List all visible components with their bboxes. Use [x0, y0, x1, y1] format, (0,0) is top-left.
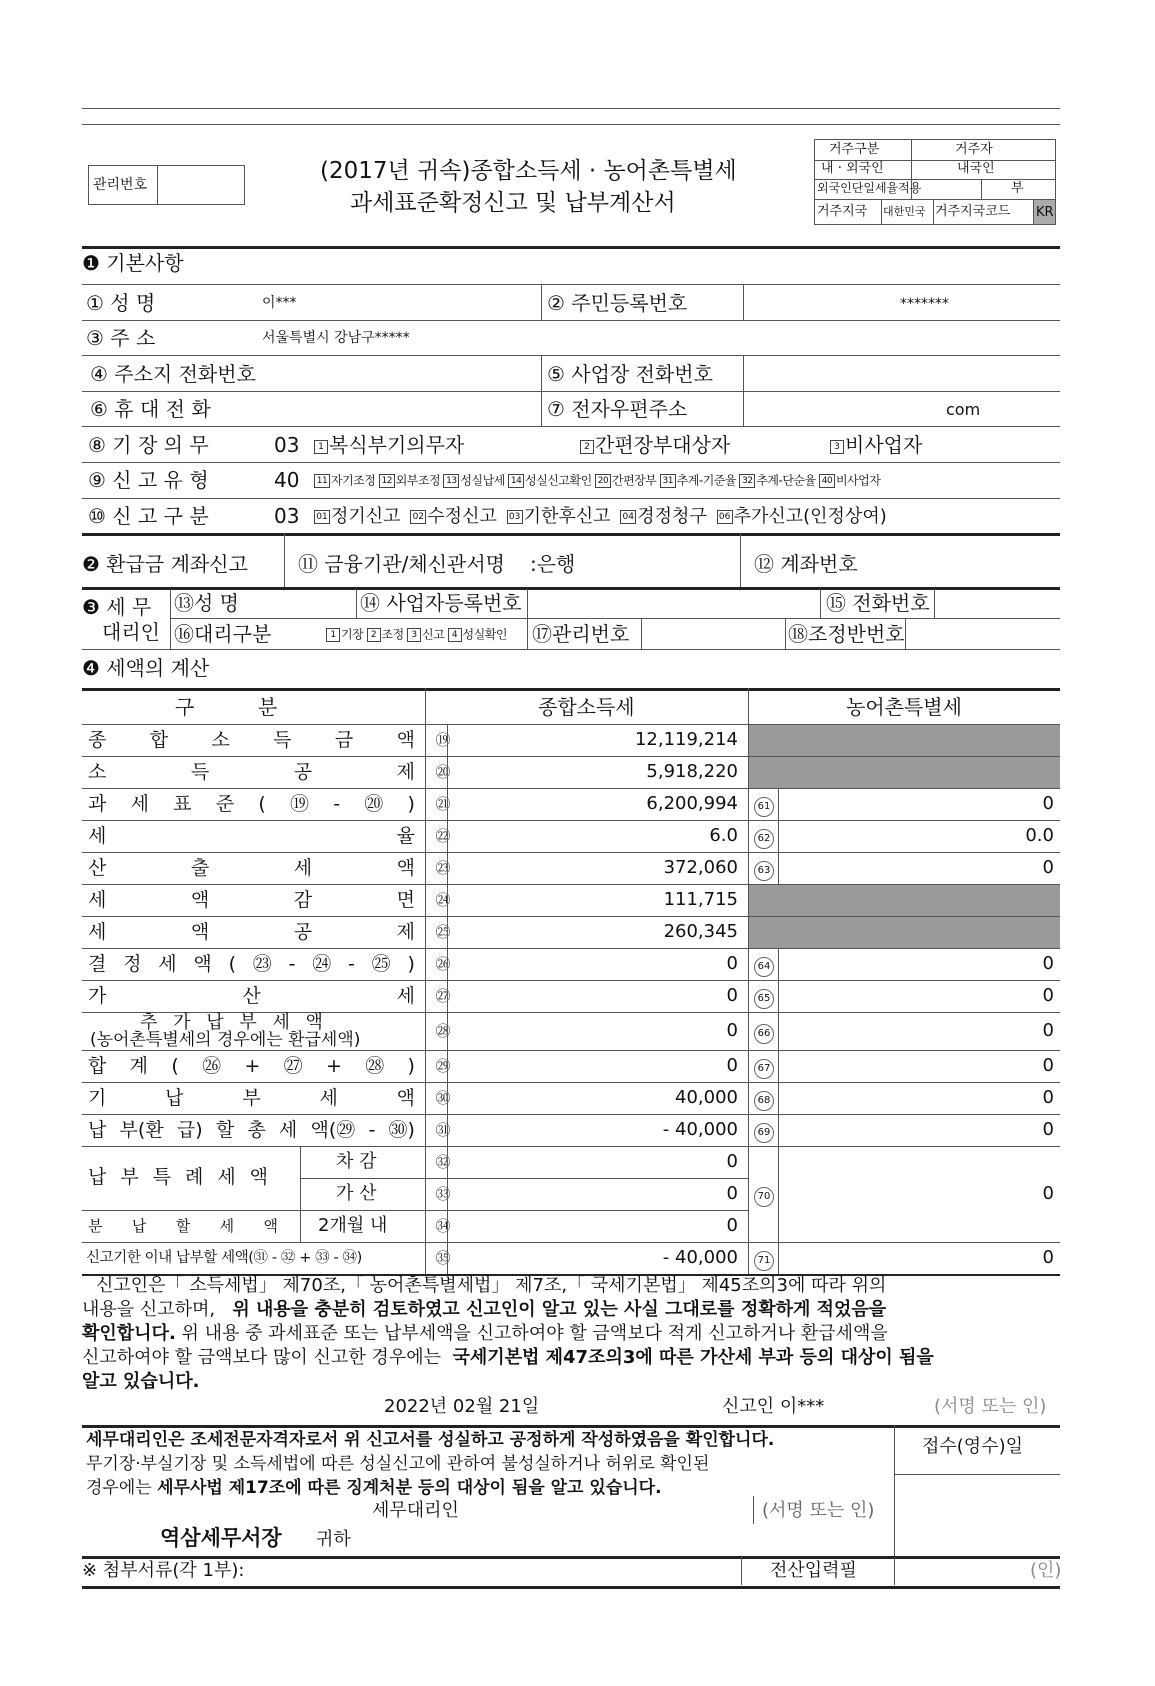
shaded-cell — [748, 725, 1060, 756]
income-tax-value: 372,060 — [663, 857, 738, 878]
top-rule-2 — [82, 124, 1060, 125]
rrn-label: ② 주민등록번호 — [547, 291, 688, 315]
row-label: 종 합 소 득 금 액 — [88, 729, 415, 751]
agent-type-label: ⑯대리구분 — [174, 622, 272, 646]
bookkeeping-code: 03 — [274, 433, 300, 457]
rural-tax-value: 0 — [1042, 1183, 1054, 1204]
income-tax-value: 0 — [726, 985, 738, 1006]
row-label: 세 액 감 면 — [88, 889, 415, 911]
row-number: ㉛ — [435, 1120, 451, 1139]
row-label: 결 정 세 액 ( ㉓ - ㉔ - ㉕ ) — [88, 953, 415, 975]
decl-filer-sign: (서명 또는 인) — [934, 1396, 1047, 1417]
nationality-value: 내국인 — [957, 161, 995, 176]
residence-table — [814, 139, 1056, 225]
agent-bizno-label: ⑭ 사업자등록번호 — [360, 591, 522, 615]
filing-type-label: ⑨ 신 고 유 형 — [88, 468, 209, 492]
agent-decl-line2: 무기장·부실기장 및 소득세법에 따른 성실신고에 관하여 불성실하거나 허위로 확인된 — [86, 1454, 710, 1474]
honorific: 귀하 — [316, 1529, 351, 1550]
filing-type-options: 11 자기조정 12 외부조정 13 성실납세 14 성실신고확인 20 간편장부 31 추계-기준율 32 추계-단순율 40 비사업자 — [314, 474, 880, 488]
bank-value: :은행 — [530, 552, 576, 576]
rural-row-number: 71 — [754, 1251, 774, 1271]
home-phone-label: ④ 주소지 전화번호 — [90, 362, 256, 386]
bookkeeping-label: ⑧ 기 장 의 무 — [88, 433, 209, 457]
flat-rate-value: 부 — [1011, 181, 1024, 196]
row-label: 합 계 ( ㉖ + ㉗ + ㉘ ) — [88, 1055, 415, 1077]
agent-phone-label: ⑮ 전화번호 — [826, 591, 930, 615]
agent-sign: (서명 또는 인) — [762, 1500, 875, 1521]
decl-line4: 신고하여야 할 금액보다 많이 신고한 경우에는 국세기본법 제47조의3에 따른 가산세 부과 등의 대상이 됨을 — [82, 1347, 934, 1368]
income-tax-value: 260,345 — [663, 921, 738, 942]
name-label: ① 성 명 — [86, 291, 156, 315]
row-label: 기 납 부 세 액 — [88, 1087, 415, 1109]
decl-line1: 신고인은「 소득세법」 제70조,「 농어촌특별세법」 제7조,「 국세기본법」 제45조의3에 따라 위의 — [96, 1275, 887, 1296]
rural-tax-value: 0 — [1042, 1119, 1054, 1140]
decl-line3: 확인합니다. 위 내용 중 과세표준 또는 납부세액을 신고하여야 할 금액보다 적게 신고하거나 환급세액을 — [82, 1323, 888, 1344]
filing-div-code: 03 — [274, 504, 300, 528]
country-value: 대한민국 — [883, 205, 926, 218]
agent-decl-line3: 경우에는 세무사법 제17조에 따른 징계처분 등의 대상이 됨을 알고 있습니다. — [86, 1478, 662, 1498]
filing-type-code: 40 — [274, 468, 300, 492]
row-number: ㉝ — [435, 1185, 451, 1203]
seal-mark: (인) — [1030, 1560, 1062, 1581]
installment-period: 2개월 내 — [318, 1215, 388, 1236]
section2-title: ❷ 환급금 계좌신고 — [82, 552, 248, 576]
col-header-income: 종합소득세 — [538, 695, 635, 719]
row-number: ㉞ — [435, 1217, 451, 1235]
row-number: ㉘ — [435, 1021, 451, 1040]
due-value: - 40,000 — [662, 1247, 738, 1268]
rural-tax-value: 0 — [1042, 1087, 1054, 1108]
row-label: 추 가 납 부 세 액 — [140, 1012, 328, 1033]
agent-adj-label: ⑱조정반번호 — [788, 622, 905, 646]
agent-type-options: 1 기장 2 조정 3 신고 4 성실확인 — [326, 628, 507, 642]
row-number: ㉖ — [435, 954, 451, 973]
row-number: ㉔ — [435, 890, 451, 909]
mgmt-number-box — [88, 165, 245, 205]
receipt-date-label: 접수(영수)일 — [922, 1436, 1023, 1457]
row-label: 소 득 공 제 — [88, 761, 415, 783]
bank-label: ⑪ 금융기관/체신관서명 — [298, 552, 505, 576]
income-tax-value: 40,000 — [675, 1087, 738, 1108]
shaded-cell — [748, 757, 1060, 788]
row-label: 세 율 — [88, 825, 415, 847]
rural-row-number: 61 — [754, 797, 774, 817]
special-tax-label: 납 부 특 례 세 액 — [88, 1166, 268, 1188]
row-number: ㉑ — [435, 794, 451, 813]
form-title-line1: (2017년 귀속)종합소득세 · 농어촌특별세 — [320, 158, 737, 184]
top-rule-1 — [82, 108, 1060, 109]
row-number: ㉚ — [435, 1088, 451, 1107]
row-number: ㉓ — [435, 858, 451, 877]
rrn-value: ******* — [900, 296, 949, 312]
flat-rate-label: 외국인단일세율적용 — [817, 181, 922, 195]
rural-row-number: 70 — [754, 1187, 774, 1207]
biz-phone-label: ⑤ 사업장 전화번호 — [547, 362, 713, 386]
income-tax-value: - 40,000 — [662, 1119, 738, 1140]
country-code-label: 거주지국코드 — [935, 204, 1011, 219]
rural-row-number: 65 — [754, 989, 774, 1009]
rural-tax-value: 0 — [1042, 857, 1054, 878]
rural-tax-value: 0 — [1042, 1055, 1054, 1076]
name-value: 이*** — [262, 295, 297, 311]
installment-label: 분 납 할 세 액 — [88, 1217, 278, 1235]
income-tax-value: 6.0 — [709, 825, 738, 846]
mobile-label: ⑥ 휴 대 전 화 — [90, 397, 211, 421]
row-number: ㉕ — [435, 922, 451, 941]
country-label: 거주지국 — [817, 204, 868, 219]
col-header-div: 구 분 — [175, 695, 278, 719]
income-tax-value: 6,200,994 — [646, 793, 738, 814]
deduct-value: 0 — [726, 1151, 738, 1172]
row-number: ⑳ — [435, 762, 451, 781]
rural-row-number: 62 — [754, 829, 774, 849]
data-entry-label: 전산입력필 — [770, 1560, 857, 1581]
section3-title-line2: 대리인 — [102, 620, 160, 644]
filing-div-label: ⑩ 신 고 구 분 — [88, 504, 209, 528]
add-label: 가 산 — [336, 1183, 377, 1204]
installment-value: 0 — [726, 1215, 738, 1236]
address-label: ③ 주 소 — [86, 326, 156, 350]
income-tax-value: 0 — [726, 1020, 738, 1041]
rural-tax-value: 0.0 — [1025, 825, 1054, 846]
deduct-label: 차 감 — [336, 1151, 377, 1172]
rural-row-number: 67 — [754, 1059, 774, 1079]
rural-row-number: 68 — [754, 1091, 774, 1111]
account-label: ⑫ 계좌번호 — [754, 552, 858, 576]
address-value: 서울특별시 강남구***** — [262, 330, 410, 346]
bookkeeping-opt-1: 1 복식부기의무자 — [314, 435, 464, 455]
rural-row-number: 64 — [754, 957, 774, 977]
shaded-cell — [748, 885, 1060, 916]
nationality-label: 내 · 외국인 — [821, 161, 884, 176]
income-tax-value: 5,918,220 — [646, 761, 738, 782]
agent-mgmt-label: ⑰관리번호 — [532, 622, 630, 646]
row-number: ㉟ — [435, 1249, 451, 1267]
row-label: 세 액 공 제 — [88, 921, 415, 943]
tax-office: 역삼세무서장 — [160, 1526, 282, 1550]
decl-date: 2022년 02월 21일 — [384, 1396, 540, 1417]
email-value: com — [946, 400, 981, 419]
row-label-sub: (농어촌특별세의 경우에는 환급세액) — [90, 1030, 361, 1050]
email-label: ⑦ 전자우편주소 — [547, 397, 688, 421]
section1-top-rule — [82, 246, 1060, 249]
form-title-line2: 과세표준확정신고 및 납부계산서 — [350, 190, 676, 216]
shaded-cell — [748, 917, 1060, 948]
section1-title: ❶ 기본사항 — [82, 251, 184, 275]
row-number: ㉙ — [435, 1056, 451, 1075]
bookkeeping-opt-2: 2 간편장부대상자 — [580, 435, 730, 455]
rural-row-number: 66 — [754, 1024, 774, 1044]
country-code-value: KR — [1036, 205, 1054, 220]
residence-type-label: 거주구분 — [829, 142, 880, 157]
rural-row-number: 63 — [754, 861, 774, 881]
section3-title-line1: ❸ 세 무 — [82, 595, 152, 619]
due-label: 신고기한 이내 납부할 세액(㉛ - ㉜ + ㉝ - ㉞) — [86, 1250, 362, 1266]
bookkeeping-opt-3: 3 비사업자 — [830, 435, 922, 455]
rural-tax-value: 0 — [1042, 793, 1054, 814]
agent-signer: 세무대리인 — [372, 1500, 459, 1521]
income-tax-value: 12,119,214 — [634, 729, 738, 750]
decl-line2: 내용을 신고하며, 위 내용을 충분히 검토하였고 신고인이 알고 있는 사실 그대로를 정확하게 적었음을 — [82, 1299, 887, 1320]
row-label: 산 출 세 액 — [88, 857, 415, 879]
attachments-label: ※ 첨부서류(각 1부): — [82, 1560, 245, 1581]
mgmt-number-label: 관리번호 — [93, 177, 148, 193]
row-label: 납 부(환 급) 할 총 세 액(㉙ - ㉚) — [88, 1119, 415, 1141]
add-value: 0 — [726, 1183, 738, 1204]
section4-title: ❹ 세액의 계산 — [82, 656, 210, 680]
agent-name-label: ⑬성 명 — [174, 591, 239, 615]
residence-type-value: 거주자 — [955, 142, 993, 157]
income-tax-value: 0 — [726, 953, 738, 974]
row-number: ㉒ — [435, 826, 451, 845]
row-number: ㉜ — [435, 1153, 451, 1171]
decl-line5: 알고 있습니다. — [82, 1371, 200, 1392]
filing-div-options: 01 정기신고 02 수정신고 03 기한후신고 04 경정청구 06 추가신고(인정상여) — [314, 508, 887, 526]
income-tax-value: 111,715 — [663, 889, 738, 910]
row-label: 과 세 표 준 ( ⑲ - ⑳ ) — [88, 793, 415, 815]
income-tax-value: 0 — [726, 1055, 738, 1076]
row-number: ⑲ — [435, 730, 451, 749]
row-label: 가 산 세 — [88, 985, 415, 1007]
decl-filer: 신고인 이*** — [722, 1396, 825, 1417]
rural-row-number: 69 — [754, 1123, 774, 1143]
rural-tax-value: 0 — [1042, 1247, 1054, 1268]
agent-decl-line1: 세무대리인은 조세전문자격자로서 위 신고서를 성실하고 공정하게 작성하였음을 확인합니다. — [86, 1430, 775, 1450]
col-header-rural: 농어촌특별세 — [846, 695, 962, 719]
rural-tax-value: 0 — [1042, 985, 1054, 1006]
rural-tax-value: 0 — [1042, 1020, 1054, 1041]
row-number: ㉗ — [435, 986, 451, 1005]
rural-tax-value: 0 — [1042, 953, 1054, 974]
